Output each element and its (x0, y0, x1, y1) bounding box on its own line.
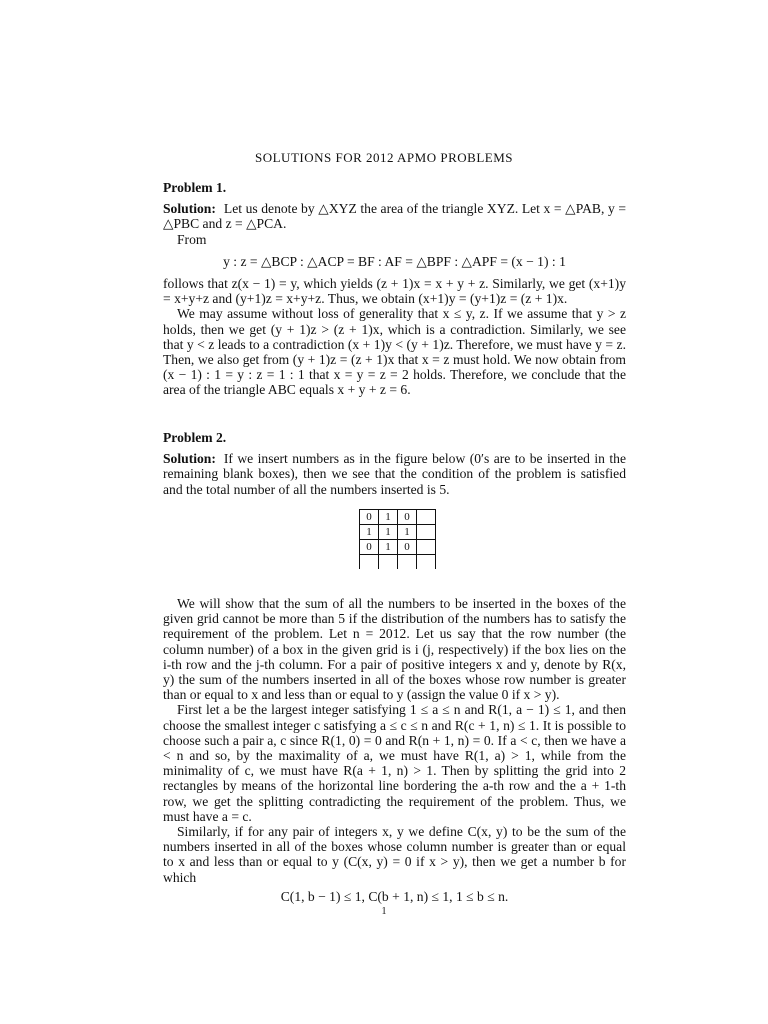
grid-row (360, 540, 436, 555)
grid-cell: 1 (379, 525, 398, 540)
solution-label: Solution: (163, 201, 216, 217)
problem-2-heading: Problem 2. (163, 430, 227, 445)
grid-cell (417, 525, 436, 540)
solution-label: Solution: (163, 451, 216, 467)
problem-2-paragraph-4: Similarly, if for any pair of integers x, y we define C(x, y) to be the sum of the numbers inserted in all of the boxes whose column number is greater than or equal to x and less than or equal to y (C(x, y) = 0 if x > y), then we get a number b for which (163, 824, 626, 885)
grid-cell: 0 (360, 510, 379, 525)
grid-cell (417, 540, 436, 555)
grid-cell (417, 555, 436, 570)
example-grid (359, 509, 436, 569)
grid-cell: 1 (398, 525, 417, 540)
grid-cell: 0 (398, 540, 417, 555)
grid-row (360, 525, 436, 540)
problem-1-paragraph-1: Let us denote by △XYZ the area of the triangle XYZ. Let x = △PAB, y = △PBC and z = △PCA. (163, 201, 626, 232)
grid-cell (417, 510, 436, 525)
problem-1-paragraph-3: We may assume without loss of generality that x ≤ y, z. If we assume that y > z holds, then we get (y + 1)z > (z + 1)x, which is a contradiction. Similarly, we see that y < z leads to a contradiction (x + 1)y < (y + 1)z. Therefore, we must have y = z. Then, we also get from (y + 1)z = (z + 1)x that x = z must hold. We now obtain from (x − 1) : 1 = y : z = 1 : 1 that x = y = z = 2 holds. Therefore, we conclude that the area of the triangle ABC equals x + y + z = 6. (163, 306, 626, 398)
grid-cell: 0 (398, 510, 417, 525)
grid-row (360, 555, 436, 570)
grid-cell (398, 555, 417, 570)
grid-row (360, 510, 436, 525)
page-number: 1 (381, 906, 387, 917)
problem-1-from: From (177, 231, 207, 247)
problem-1-section (163, 180, 626, 398)
problem-1-paragraph-2: follows that z(x − 1) = y, which yields (z + 1)x = x + y + z. Similarly, we get (x+1)y = x+y+z and (y+1)z = x+y+z. Thus, we obtain (x+1)y = (y+1)z = (z + 1)x. (163, 276, 626, 307)
page-title: SOLUTIONS FOR 2012 APMO PROBLEMS (255, 150, 513, 165)
problem-2-display-equation: C(1, b − 1) ≤ 1, C(b + 1, n) ≤ 1, 1 ≤ b ≤ n. (280, 888, 509, 904)
problem-1-heading: Problem 1. (163, 180, 227, 195)
problem-2-proof (163, 596, 626, 904)
problem-1-intro (163, 201, 626, 231)
grid-cell (360, 555, 379, 570)
problem-1-display-equation: y : z = △BCP : △ACP = BF : AF = △BPF : △APF = (x − 1) : 1 (223, 253, 566, 269)
grid-cell: 1 (379, 510, 398, 525)
grid-cell: 0 (360, 540, 379, 555)
grid-cell: 1 (379, 540, 398, 555)
problem-2-intro (163, 451, 626, 497)
problem-2-section (163, 430, 626, 497)
grid-cell: 1 (360, 525, 379, 540)
problem-2-paragraph-2: We will show that the sum of all the numbers to be inserted in the boxes of the given grid cannot be more than 5 if the distribution of the numbers has to satisfy the requirement of the problem. Let n = 2012. Let us say that the row number (the column number) of a box in the given grid is i (j, respectively) if the box lies on the i-th row and the j-th column. For a pair of positive integers x and y, denote by R(x, y) the sum of the numbers inserted in all of the boxes whose row number is greater than or equal to x and less than or equal to y (assign the value 0 if x > y). (163, 596, 626, 703)
grid-cell (379, 555, 398, 570)
problem-2-paragraph-1: If we insert numbers as in the figure below (0′s are to be inserted in the remaining blank boxes), then we see that the condition of the problem is satisfied and the total number of all the numbers inserted is 5. (163, 451, 626, 497)
problem-2-paragraph-3: First let a be the largest integer satisfying 1 ≤ a ≤ n and R(1, a − 1) ≤ 1, and then choose the smallest integer c satisfying a ≤ c ≤ n and R(c + 1, n) ≤ 1. It is possible to choose such a pair a, c since R(1, 0) = 0 and R(n + 1, n) = 0. If a < c, then we have a < n and so, by the maximality of a, we must have R(1, a) > 1, while from the minimality of c, we must have R(a + 1, n) > 1. Then by splitting the grid into 2 rectangles by means of the horizontal line bordering the a-th row and the a + 1-th row, we get the splitting contradicting the requirement of the problem. Thus, we must have a = c. (163, 702, 626, 824)
